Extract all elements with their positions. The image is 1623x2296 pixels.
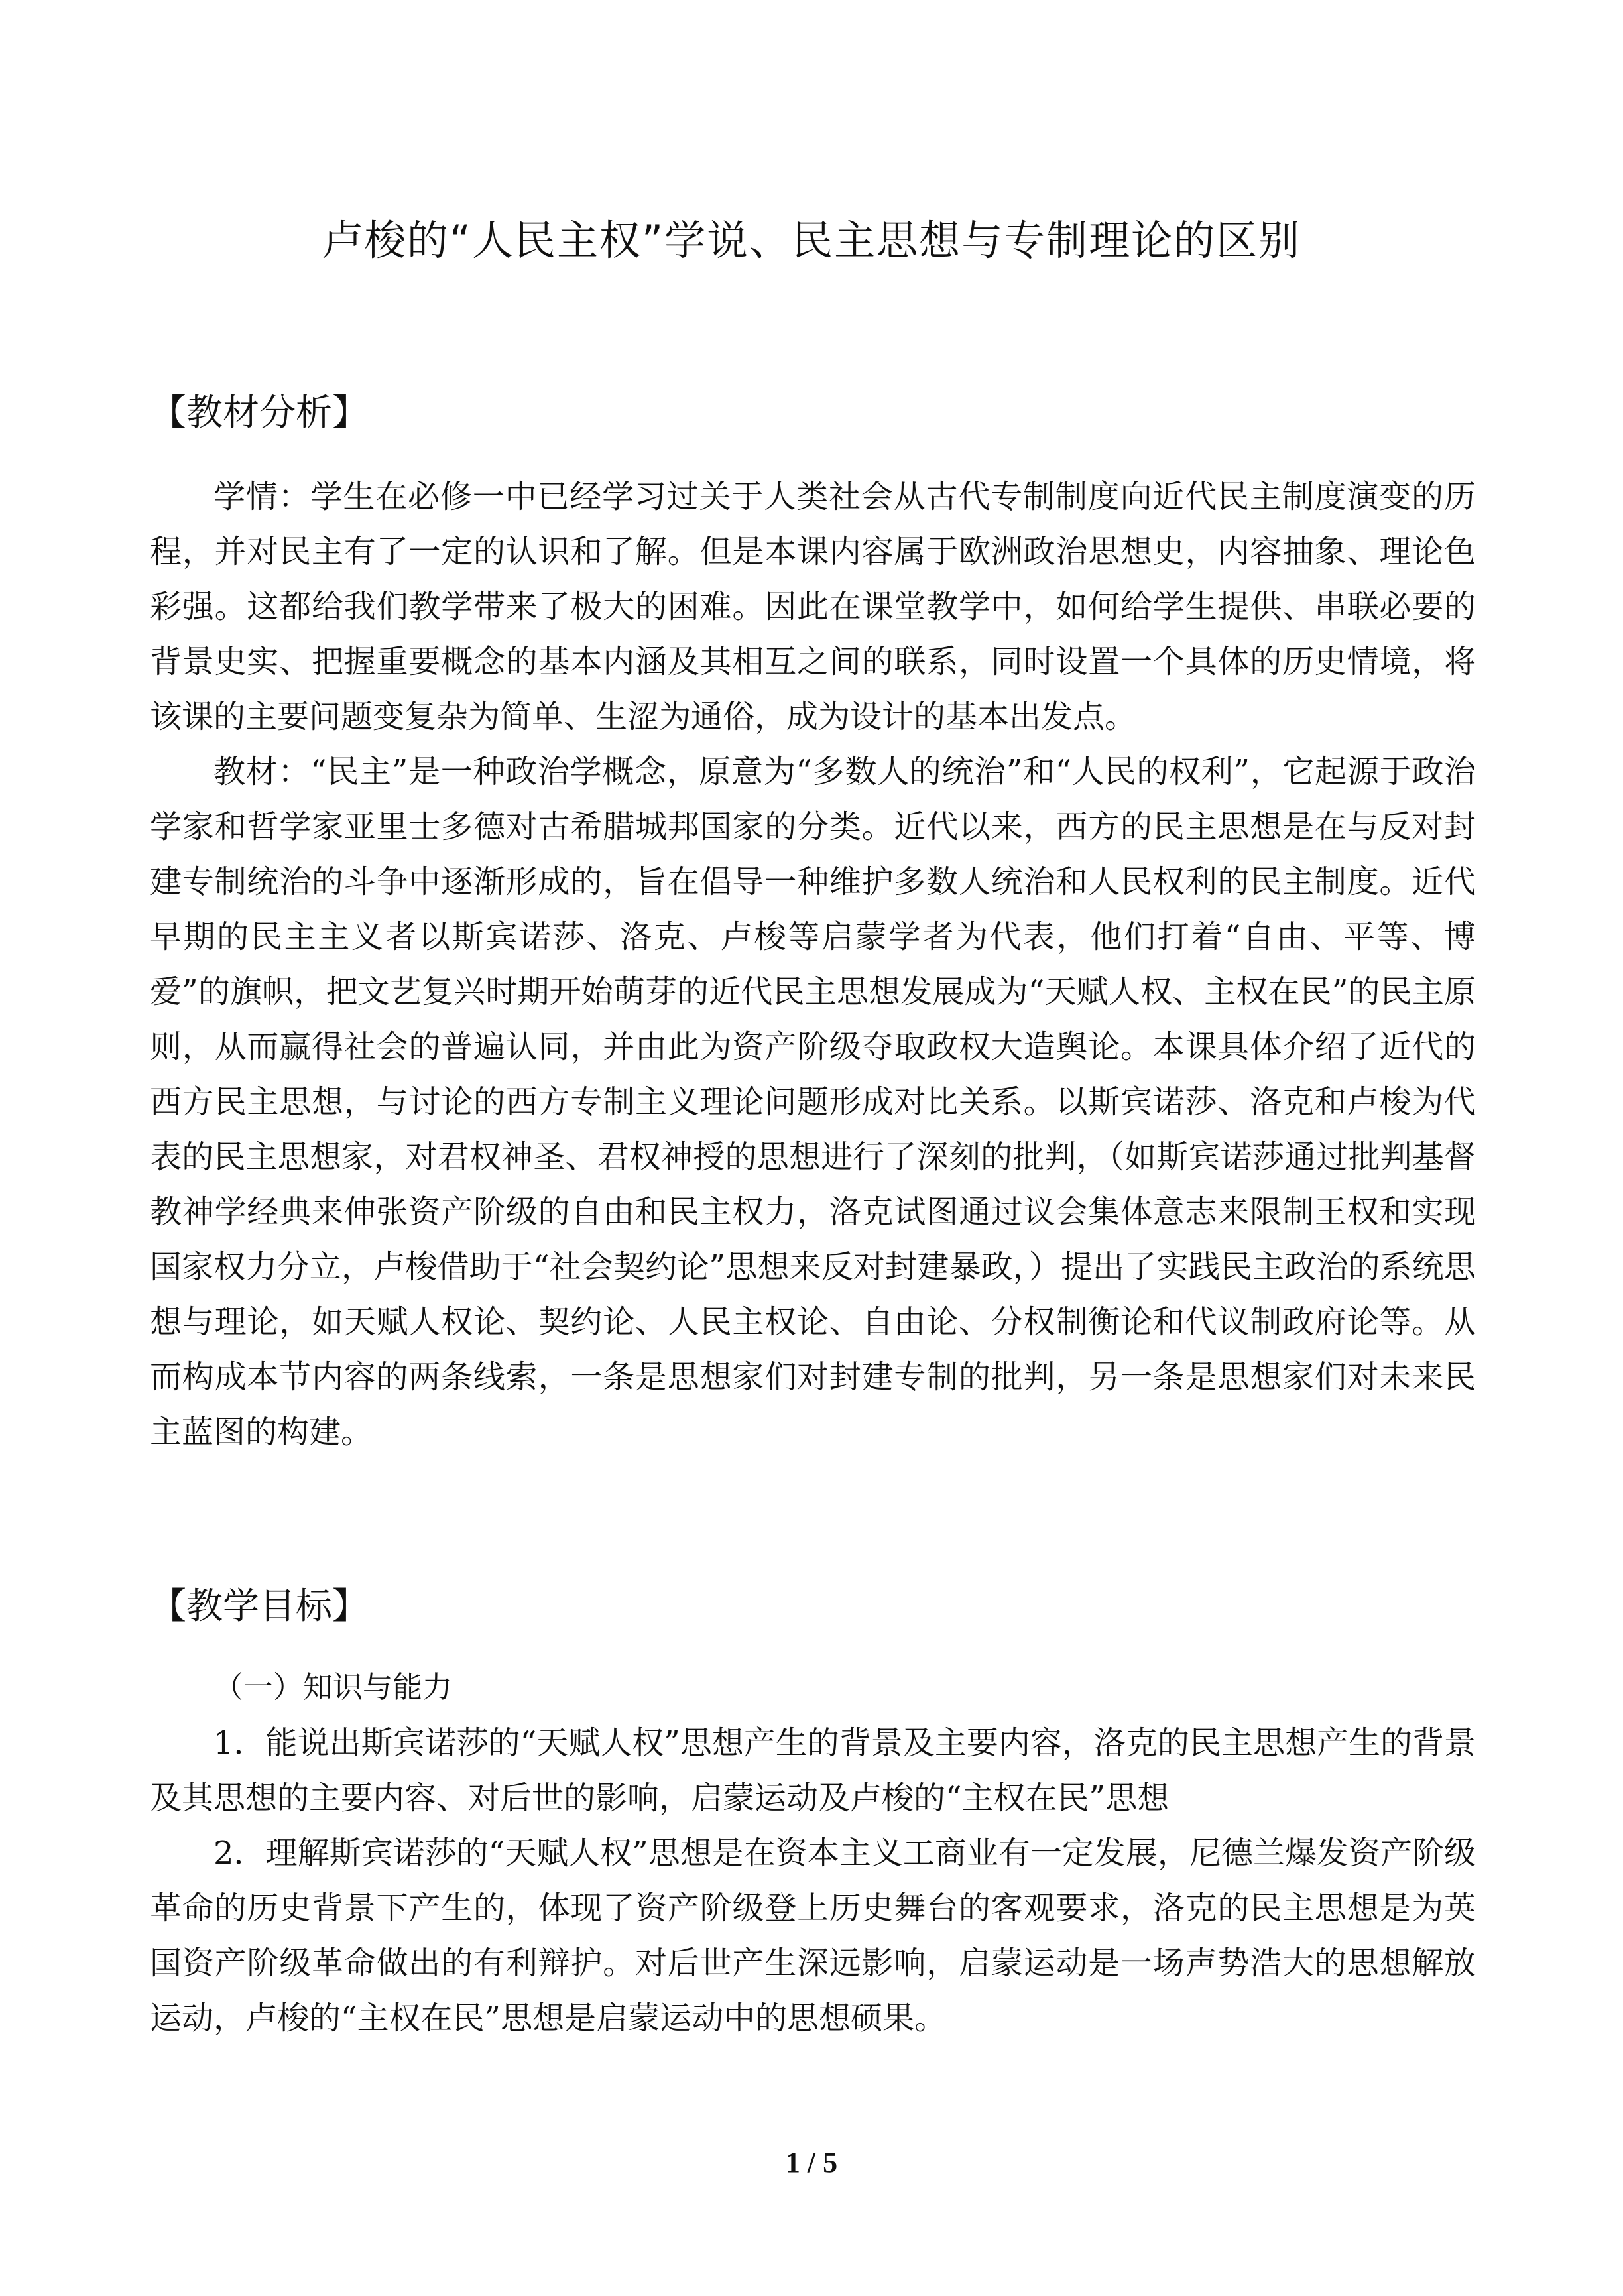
subheading-knowledge-ability: （一）知识与能力: [213, 1669, 453, 1705]
section-heading-textbook-analysis: 【教材分析】: [150, 391, 369, 434]
textbook-analysis-body: [150, 469, 1476, 1460]
goal-item-2: 2．理解斯宾诺莎的“天赋人权”思想是在资本主义工商业有一定发展，尼德兰爆发资产阶级革命的历史背景下产生的，体现了资产阶级登上历史舞台的客观要求，洛克的民主思想是为英国资产阶级革命做出的有利辩护。对后世产生深远影响，启蒙运动是一场声势浩大的思想解放运动，卢梭的“主权在民”思想是启蒙运动中的思想硕果。: [150, 1835, 1476, 2037]
document-title: 卢梭的“人民主权”学说、民主思想与专制理论的区别: [322, 216, 1301, 265]
section-heading-teaching-goals: 【教学目标】: [150, 1585, 369, 1627]
teaching-goals-body: [150, 1716, 1476, 2046]
paragraph-learning-situation: 学情：学生在必修一中已经学习过关于人类社会从古代专制制度向近代民主制度演变的历程，并对民主有了一定的认识和了解。但是本课内容属于欧洲政治思想史，内容抽象、理论色彩强。这都给我们教学带来了极大的困难。因此在课堂教学中，如何给学生提供、串联必要的背景史实、把握重要概念的基本内涵及其相互之间的联系，同时设置一个具体的历史情境，将该课的主要问题变复杂为简单、生涩为通俗，成为设计的基本出发点。: [150, 478, 1476, 735]
page-number: 1 / 5: [785, 2146, 838, 2179]
goal-item-1: 1．能说出斯宾诺莎的“天赋人权”思想产生的背景及主要内容，洛克的民主思想产生的背景及其思想的主要内容、对后世的影响，启蒙运动及卢梭的“主权在民”思想: [150, 1724, 1476, 1817]
paragraph-textbook: 教材：“民主”是一种政治学概念，原意为“多数人的统治”和“人民的权利”，它起源于政治学家和哲学家亚里士多德对古希腊城邦国家的分类。近代以来，西方的民主思想是在与反对封建专制统治的斗争中逐渐形成的，旨在倡导一种维护多数人统治和人民权利的民主制度。近代早期的民主主义者以斯宾诺莎、洛克、卢梭等启蒙学者为代表，他们打着“自由、平等、博爱”的旗帜，把文艺复兴时期开始萌芽的近代民主思想发展成为“天赋人权、主权在民”的民主原则，从而赢得社会的普遍认同，并由此为资产阶级夺取政权大造舆论。本课具体介绍了近代的西方民主思想，与讨论的西方专制主义理论问题形成对比关系。以斯宾诺莎、洛克和卢梭为代表的民主思想家，对君权神圣、君权神授的思想进行了深刻的批判，（如斯宾诺莎通过批判基督教神学经典来伸张资产阶级的自由和民主权力，洛克试图通过议会集体意志来限制王权和实现国家权力分立，卢梭借助于“社会契约论”思想来反对封建暴政，）提出了实践民主政治的系统思想与理论，如天赋人权论、契约论、人民主权论、自由论、分权制衡论和代议制政府论等。从而构成本节内容的两条线索，一条是思想家们对封建专制的批判，另一条是思想家们对未来民主蓝图的构建。: [150, 753, 1476, 1451]
